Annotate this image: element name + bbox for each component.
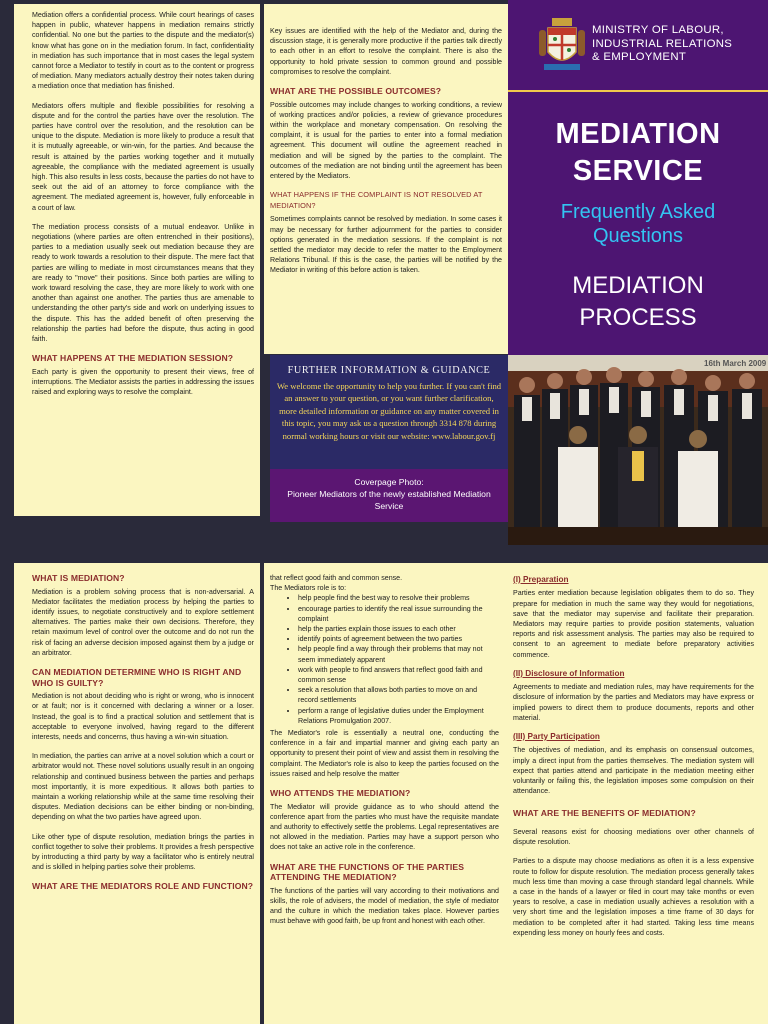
heading-who-is-right: CAN MEDIATION DETERMINE WHO IS RIGHT AND WHO IS GUILTY? <box>32 667 242 688</box>
list-item: • encourage parties to identify the real issue surrounding the complaint <box>298 604 499 624</box>
paragraph-session: Each party is given the opportunity to present their views, free of interruptions. The Mediator assists the parties in addressing the issues raised and exploring ways to resolve the complaint. <box>32 367 254 397</box>
subheading-disclosure: (II) Disclosure of Information <box>513 668 625 678</box>
paragraph-novel-solution: In mediation, the parties can arrive at a novel solution which a court or arbitrator would not. These novel solutions usually result in an ongoing relationship and continued business between the parties and perhaps most importantly, it is more expeditious. It allows both parties to maintain a working relationship while at the same time resolving their disputes. Mediation decisions can be either binding or non-binding, depending on what the two parties have agreed upon. <box>32 752 254 822</box>
heading-functions-of-parties: WHAT ARE THE FUNCTIONS OF THE PARTIES ATTENDING THE MEDIATION? <box>270 861 465 883</box>
subheading-participation: (III) Party Participation <box>513 732 600 742</box>
paragraph-outcomes: Possible outcomes may include changes to working conditions, a review of working practices and/or policies, a review of grievance procedures within the workplace and monetary compensation. On resolving the complaint, it is usual for the parties to enter into a formal mediation agreement. This document will outline the agreement reached in mediation and will be signed by the parties to the complaint. The outcomes of the mediation are not binding until the agreement has been entered by the Mediators. <box>270 100 502 181</box>
paragraph-what-is-mediation: Mediation is a problem solving process that is non-adversarial. A Mediator facilitates the mediation process by helping the parties to identify issues, to negotiate constructively and to explore settlement alternatives. The parties make their own decisions. Therefore, they retain maximum level of control over the outcome and do not run the risk of facing an adverse decision imposed against them by a judge or an arbitrator. <box>32 587 254 657</box>
list-intro: The Mediators role is to: <box>270 584 347 593</box>
paragraph-confidential: Mediation offers a confidential process. While court hearings of cases happen in public, whatever happens in mediation remains strictly confidential. No one but the parties to the dispute and the mediator(s) know what has gone on in the mediation forum. In fact, confidentiality in mediation has such importance that in most cases the legal system cannot force a Mediator to testify in court as to the content or progress of mediation. Many mediators actually destroy their notes taken during a mediation once that mediation has finished. <box>32 11 254 91</box>
paragraph-who-attends: The Mediator will provide guidance as to who should attend the conference apart from the parties who must have the requisite mandate and authority to effectively settle the problems. Legal representatives are not allowed in the mediation. Parties may have a support person who does not take an active role in the conference. <box>270 802 499 852</box>
paragraph-flexible: Mediators offers multiple and flexible possibilities for resolving a dispute and for the control the parties have over the resolution. The parties have control over the resolution, and the resolution can be unique to the dispute. Mediation is more likely to produce a result that it is mutually agreeable, or win-win, for the parties. And because the result is attained by the parties working together and it mutually agreeable, the compliance with the mediated agreement is usually high. This also results in less costs, because the parties do not have to seek out the aid of an attorney to force compliance with the agreement. The mediated agreement is, however, fully enforceable in a court of law. <box>32 101 254 212</box>
list-item: • work with people to find answers that reflect good faith and common sense <box>298 665 499 685</box>
heading-not-resolved: WHAT HAPPENS IF THE COMPLAINT IS NOT RESOLVED AT MEDIATION? <box>270 190 483 210</box>
paragraph-mutual-endeavor: The mediation process consists of a mutual endeavor. Unlike in negotiations (where parties are often entrenched in their positions), parties to a mediation usually seek out mediation because they are ready to work towards a resolution to their dispute. The mere fact that parties are willing to mediate in most circumstances means that they are ready to "move" their positions. Since both parties are willing to work toward resolving the case, they are more likely to work with one another than against one another. The parties thus are amenable to understanding the other party's side and work on underlying issues to the dispute. This has the added benefit of often preserving the relationship the parties had before the dispute, thus acting in good faith. <box>32 222 254 344</box>
cover-process: MEDIATION PROCESS <box>572 272 704 331</box>
paragraph-who-is-right: Mediation is not about deciding who is right or wrong, who is innocent or at fault; nor is it concerned with declaring a winner or a loser. Instead, the goal is to find a practical solution and settlement that is acceptable to everyone involved, having regard to the different interests, needs and concerns, thus having a win-win situation. <box>32 692 254 742</box>
list-item: • identify points of agreement between the two parties <box>298 634 499 644</box>
list-item: • help people find the best way to resolve their problems <box>298 593 499 603</box>
list-item: • help people find a way through their problems that may not seem immediately apparent <box>298 644 499 664</box>
paragraph-preparation: Parties enter mediation because legislation obligates them to do so. They prepare for mediation in much the same way they would for negotiations, save that the mediator may supervise and facilitate their preparation. Mediators may require parties to provide position statements, valuation reports and risk assessment analysis. The parties may also be required to consent to an agreement to mediate before preparatory activities commence. <box>513 589 754 659</box>
cover-title: MEDIATION SERVICE <box>555 118 721 187</box>
list-item: • seek a resolution that allows both parties to move on and record settlements <box>298 685 499 705</box>
cover-panel <box>508 0 768 355</box>
list-item: • help the parties explain those issues to each other <box>298 624 499 634</box>
subheading-preparation: (I) Preparation <box>513 575 569 584</box>
column-bottom-left <box>14 563 260 1024</box>
heading-possible-outcomes: WHAT ARE THE POSSIBLE OUTCOMES? <box>270 86 442 97</box>
cover-faq: Frequently Asked Questions <box>560 201 716 247</box>
caption-label: Coverpage Photo: <box>354 477 424 487</box>
guidance-title: FURTHER INFORMATION & GUIDANCE <box>287 365 491 376</box>
paragraph-functions: The functions of the parties will vary according to their motivations and skills, the role of advisers, the model of mediation, the style of mediator and the culture in which the mediation takes place. However parties must behave with good faith, be up front and honest with each other. <box>270 886 499 926</box>
paragraph-key-issues: Key issues are identified with the help of the Mediator and, during the discussion stage, it is generally more productive if the parties talk directly to each other in an effort to resolve the complaint. There is also the opportunity to hold private session to common ground and possible compromises to resolve the complaint. <box>270 27 502 76</box>
coat-of-arms-icon <box>538 18 586 74</box>
heading-mediators-role: WHAT ARE THE MEDIATORS ROLE AND FUNCTION? <box>32 881 254 892</box>
heading-benefits: WHAT ARE THE BENEFITS OF MEDIATION? <box>513 808 696 819</box>
paragraph-continued: that reflect good faith and common sense. <box>270 574 403 582</box>
mediator-role-list <box>270 593 499 726</box>
paragraph-neutral-role: The Mediator's role is essentially a neutral one, conducting the conference in a fair and impartial manner and giving each party an opportunity to present their point of view and assist them in resolving the complaint. The Mediator's role is also to keep the parties focused on the issues raised and help resolve the matter <box>270 729 499 778</box>
paragraph-not-resolved: Sometimes complaints cannot be resolved by mediation. In some cases it may be necessary for further adjournment for the parties to consider options generated in the mediation sessions. If the complaint is not settled the mediator may decide to refer the matter to the Employment Relations Tribunal. If this is the case, the parties will be notified by the Mediator in writing of this before action is taken. <box>270 215 502 275</box>
photo-banner-text: 16th March 2009 <box>704 359 767 368</box>
paragraph-participation: The objectives of mediation, and its emphasis on consensual outcomes, imply a direct input from the parties themselves. The mediation system will expect that parties attend and participate in the mediation meeting either voluntarily or failing this, the legislation imposes some compulsion on their attendance. <box>513 746 754 796</box>
column-bottom-middle <box>264 563 505 1024</box>
guidance-box <box>270 355 508 469</box>
column-bottom-right <box>505 563 768 1024</box>
paragraph-third-party: Like other type of dispute resolution, mediation brings the parties in conflict together to solve their problems. It provides a fresh perspective by introducting a third party by way a facilitator who is entirely neutral and is skilled in helping parties solve their problems. <box>32 832 254 872</box>
paragraph-benefits-intro: Several reasons exist for choosing mediations over other channels of dispute resolution. <box>513 828 754 847</box>
paragraph-disclosure: Agreements to mediate and mediation rules, may have requirements for the disclosure of information by the parties and Mediators may have express or implied powers to direct them to produce documents, reports and other material. <box>513 683 754 722</box>
column-top-left <box>14 4 260 516</box>
guidance-text: We welcome the opportunity to help you further. If you can't find an answer to your question, or you want further clarification, more detailed information or guidance on any matter covered in this topic, you may ask us a question through 3314 878 during normal working hours or visit our website: www.labour.gov.fj <box>276 381 502 441</box>
column-top-middle <box>264 4 508 354</box>
group-photo <box>508 355 768 545</box>
heading-what-is-mediation: WHAT IS MEDIATION? <box>32 573 125 583</box>
group-photo-image <box>508 355 768 545</box>
list-item: • perform a range of legislative duties under the Employment Relations Promulgation 2007. <box>298 706 499 726</box>
ministry-name: MINISTRY OF LABOUR, INDUSTRIAL RELATIONS & EMPLOYMENT <box>592 24 733 64</box>
heading-who-attends: WHO ATTENDS THE MEDIATION? <box>270 788 411 799</box>
paragraph-benefits: Parties to a dispute may choose mediations as often it is a less expensive route to follow for dispute resolution. The mediation process generally takes much less time than moving a case through standard legal channels. While a case in the hands of a lawyer or filed in court may take months or even years to resolve, a case in mediation usually achieves a resolution with a very short time and the legislation imposes a time frame of 30 days for mediation to be completed after it had started. Taking less time means expending less money on hourly fees and costs. <box>513 857 754 937</box>
heading-mediation-session: WHAT HAPPENS AT THE MEDIATION SESSION? <box>32 353 234 364</box>
photo-caption <box>270 469 508 522</box>
caption-text: Pioneer Mediators of the newly established Mediation Service <box>287 489 491 512</box>
